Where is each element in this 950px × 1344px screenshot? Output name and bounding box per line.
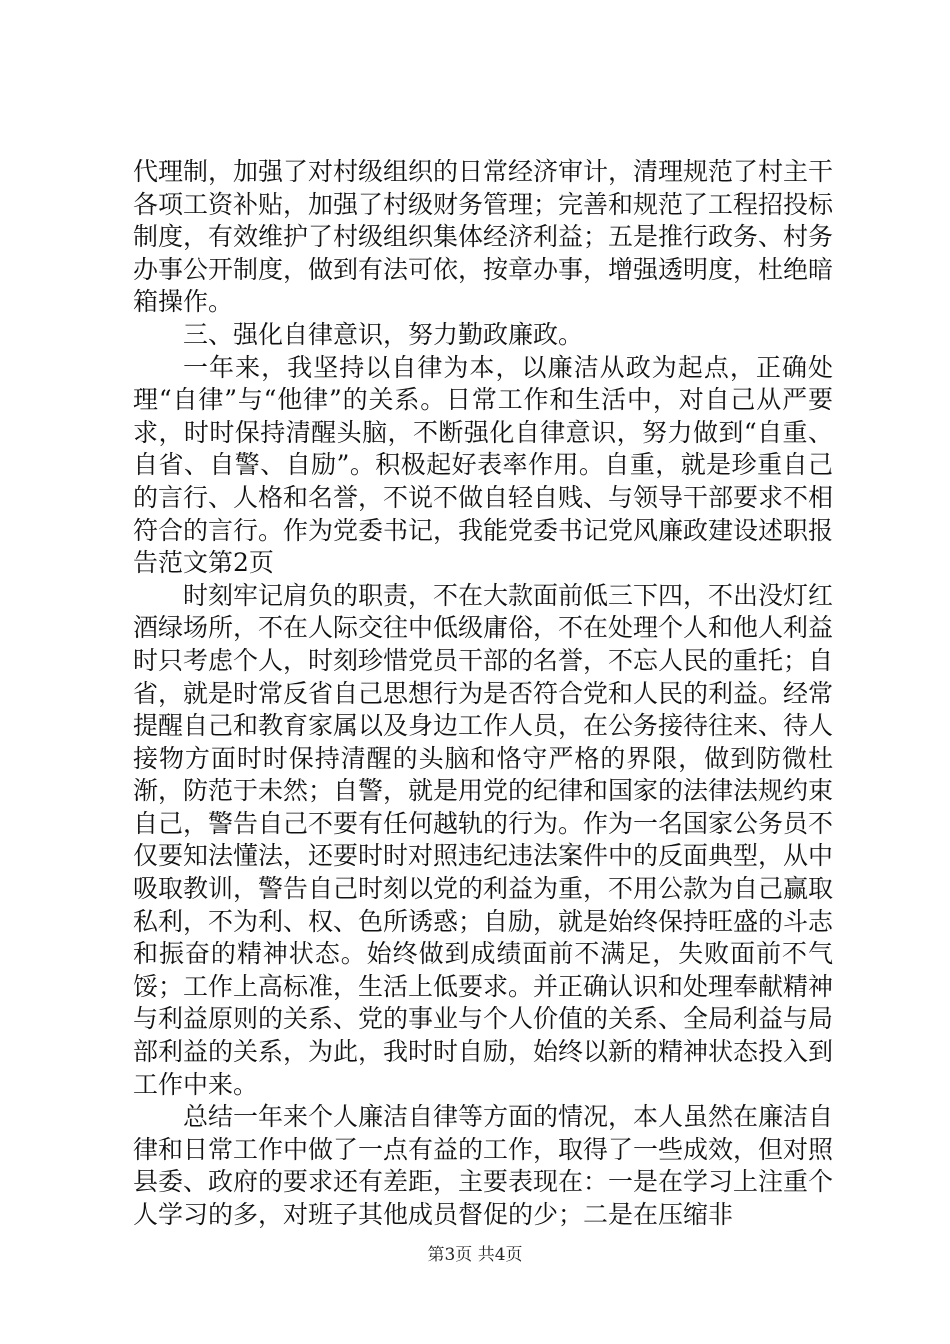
page-footer: 第3页 共4页 xyxy=(427,1245,523,1265)
section-heading: 三、强化自律意识，努力勤政廉政。 xyxy=(183,319,584,349)
paragraph-responsibilities: 时刻牢记肩负的职责，不在大款面前低三下四，不出没灯红酒绿场所，不在人际交往中低级庸俗，不在处理个人和他人利益时只考虑个人，时刻珍惜党员干部的名誉，不忘人民的重托；自省，就是时常反省自己思想行为是否符合党和人民的利益。经常提醒自己和教育家属以及身边工作人员，在公务接待往来、待人接物方面时时保持清醒的头脑和恪守严格的界限，做到防微杜渐，防范于未然；自警，就是用党的纪律和国家的法律法规约束自己，警告自己不要有任何越轨的行为。作为一名国家公务员不仅要知法懂法，还要时时对照违纪违法案件中的反面典型，从中吸取教训，警告自己时刻以党的利益为重，不用公款为自己赢取私利，不为利、权、色所诱惑；自励，就是始终保持旺盛的斗志和振奋的精神状态。始终做到成绩面前不满足，失败面前不气馁；工作上高标准，生活上低要求。并正确认识和处理奉献精神与利益原则的关系、党的事业与个人价值的关系、全局利益与局部利益的关系，为此，我时时自励，始终以新的精神状态投入到工作中来。 xyxy=(133,580,834,1099)
paragraph-self-discipline: 一年来，我坚持以自律为本，以廉洁从政为起点，正确处理“自律”与“他律”的关系。日常工作和生活中，对自己从严要求，时时保持清醒头脑，不断强化自律意识，努力做到“自重、自省、自警、自励”。积极起好表率作用。自重，就是珍重自己的言行、人格和名誉，不说不做自轻自贱、与领导干部要求不相符合的言行。作为党委书记，我能党委书记党风廉政建设述职报告范文第2页 xyxy=(133,352,834,578)
paragraph-summary: 总结一年来个人廉洁自律等方面的情况，本人虽然在廉洁自律和日常工作中做了一点有益的工作，取得了一些成效，但对照县委、政府的要求还有差距，主要表现在：一是在学习上注重个人学习的多，对班子其他成员督促的少；二是在压缩非 xyxy=(133,1102,834,1229)
paragraph-continuation: 代理制，加强了对村级组织的日常经济审计，清理规范了村主干各项工资补贴，加强了村级财务管理；完善和规范了工程招投标制度，有效维护了村级组织集体经济利益；五是推行政务、村务办事公开制度，做到有法可依，按章办事，增强透明度，杜绝暗箱操作。 xyxy=(133,157,834,317)
document-body xyxy=(133,156,833,1232)
